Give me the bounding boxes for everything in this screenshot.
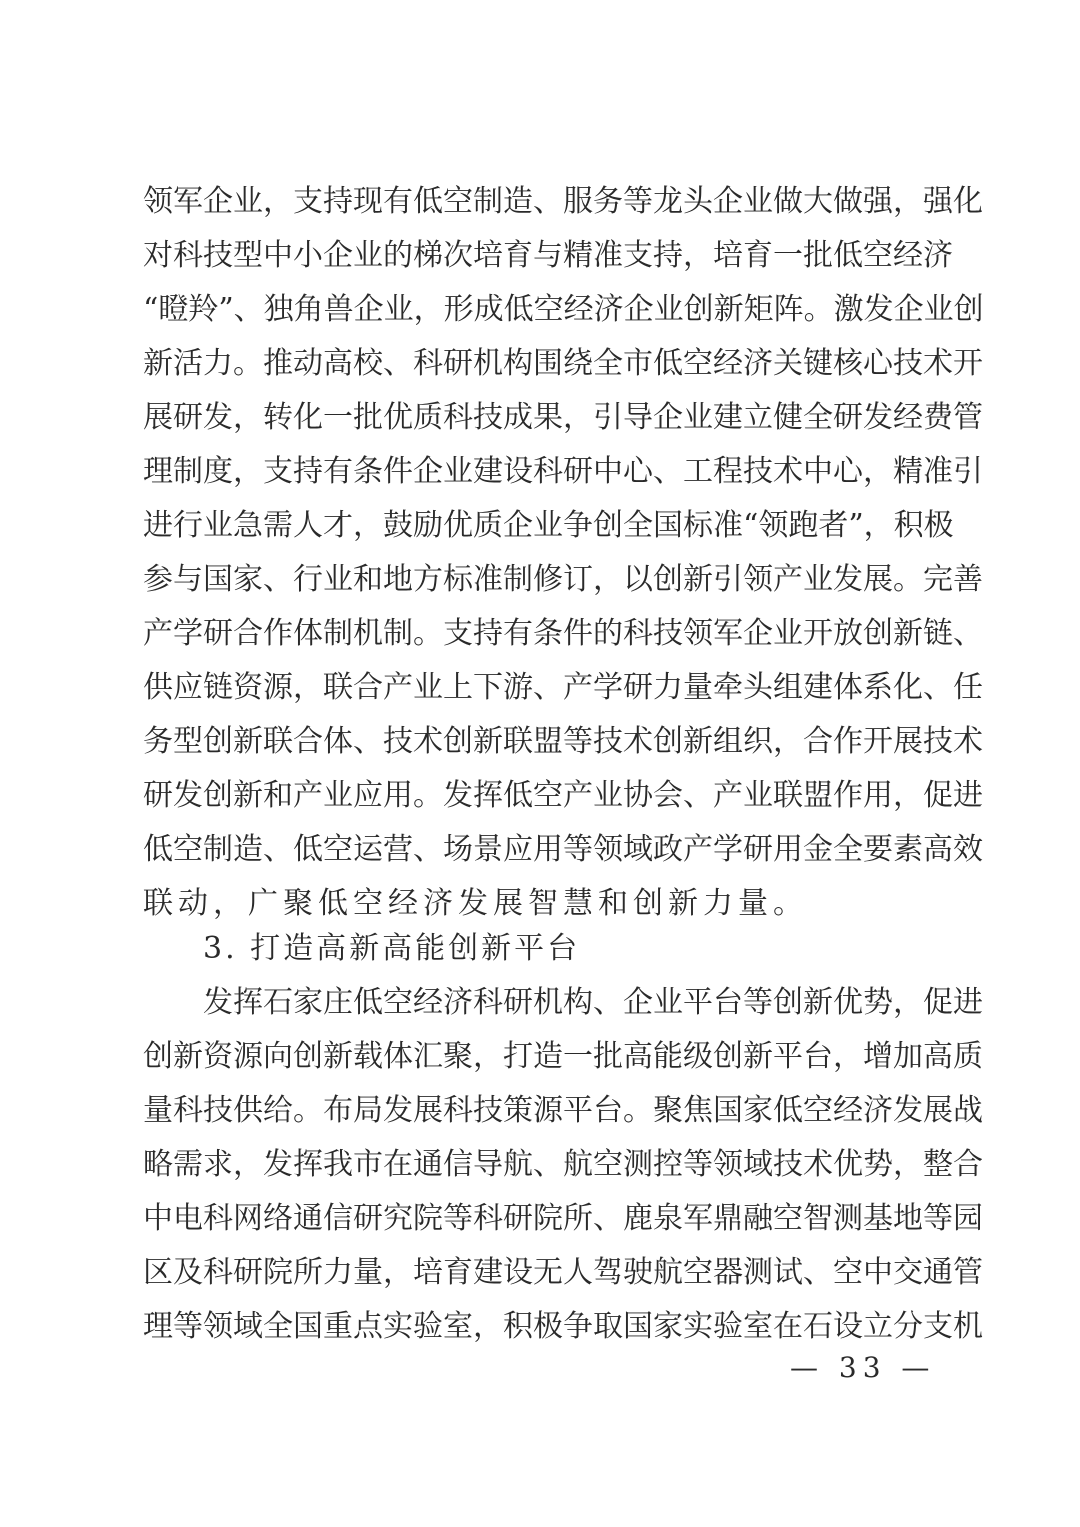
paragraph-line: 略需求，发挥我市在通信导航、航空测控等领域技术优势，整合 (143, 1147, 983, 1182)
paragraph-line: 研发创新和产业应用。发挥低空产业协会、产业联盟作用，促进 (143, 778, 983, 813)
paragraph-line: 低空制造、低空运营、场景应用等领域政产学研用金全要素高效 (143, 832, 983, 867)
page-number: — 33 — (790, 1351, 936, 1384)
paragraph-line: 对科技型中小企业的梯次培育与精准支持，培育一批低空经济 (143, 238, 953, 273)
paragraph-line: 联动，广聚低空经济发展智慧和创新力量。 (143, 886, 808, 921)
paragraph-line: 区及科研院所力量，培育建设无人驾驶航空器测试、空中交通管 (143, 1255, 983, 1290)
paragraph-line: 理等领域全国重点实验室，积极争取国家实验室在石设立分支机 (143, 1309, 983, 1344)
paragraph-line: 供应链资源，联合产业上下游、产学研力量牵头组建体系化、任 (143, 670, 983, 705)
paragraph-line: 创新资源向创新载体汇聚，打造一批高能级创新平台，增加高质 (143, 1039, 983, 1074)
paragraph-line: “瞪羚”、独角兽企业，形成低空经济企业创新矩阵。激发企业创 (143, 292, 984, 327)
paragraph-line: 务型创新联合体、技术创新联盟等技术创新组织，合作开展技术 (143, 724, 983, 759)
paragraph-line: 领军企业，支持现有低空制造、服务等龙头企业做大做强，强化 (143, 184, 983, 219)
paragraph-line: 中电科网络通信研究院等科研院所、鹿泉军鼎融空智测基地等园 (143, 1201, 983, 1236)
paragraph-line: 发挥石家庄低空经济科研机构、企业平台等创新优势，促进 (203, 985, 983, 1020)
paragraph-line: 参与国家、行业和地方标准制修订，以创新引领产业发展。完善 (143, 562, 983, 597)
paragraph-line: 理制度，支持有条件企业建设科研中心、工程技术中心，精准引 (143, 454, 983, 489)
paragraph-line: 新活力。推动高校、科研机构围绕全市低空经济关键核心技术开 (143, 346, 983, 381)
paragraph-line: 量科技供给。布局发展科技策源平台。聚焦国家低空经济发展战 (143, 1093, 983, 1128)
section-heading: 3. 打造高新高能创新平台 (203, 931, 581, 966)
paragraph-line: 展研发，转化一批优质科技成果，引导企业建立健全研发经费管 (143, 400, 983, 435)
paragraph-line: 进行业急需人才，鼓励优质企业争创全国标准“领跑者”，积极 (143, 508, 954, 543)
paragraph-line: 产学研合作体制机制。支持有条件的科技领军企业开放创新链、 (143, 616, 983, 651)
